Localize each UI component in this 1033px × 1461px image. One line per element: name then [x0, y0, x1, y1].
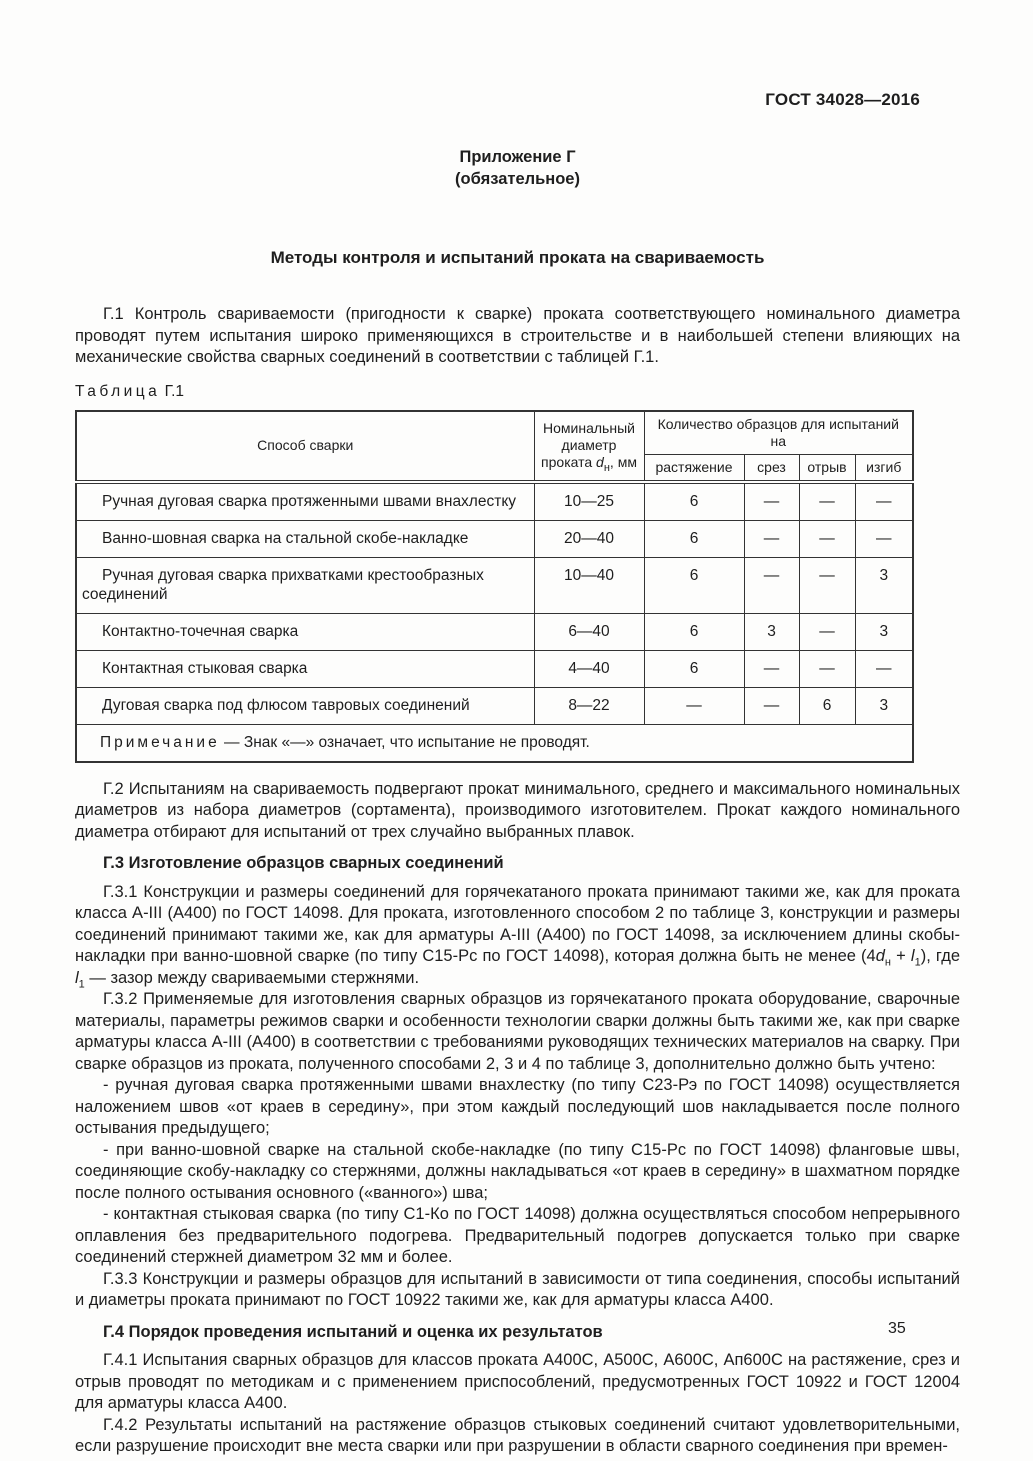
table-row — [76, 687, 913, 724]
column-header-bend: изгиб — [855, 454, 913, 482]
table-g1 — [75, 410, 914, 763]
cell-pull: — — [799, 520, 855, 557]
cell-pull: — — [799, 482, 855, 521]
cell-tension: 6 — [644, 613, 744, 650]
cell-method: Контактная стыковая сварка — [76, 650, 534, 687]
cell-shear: — — [744, 650, 799, 687]
cell-diameter: 8—22 — [534, 687, 644, 724]
column-header-tension: растяжение — [644, 454, 744, 482]
document-code: ГОСТ 34028—2016 — [765, 90, 920, 109]
table-note: Примечание — Знак «—» означает, что испытание не проводят. — [76, 724, 913, 762]
cell-tension: 6 — [644, 520, 744, 557]
diameter-header-line2: диаметр — [561, 437, 617, 453]
paragraph-g41: Г.4.1 Испытания сварных образцов для классов проката А400С, А500С, А600С, Ап600С на растяжение, срез и отрыв проводят по методикам и с применением приспособлений, предусмотренных ГОСТ 10922 и ГОСТ 12004 для арматуры класса А400. — [75, 1351, 960, 1412]
paragraph-g31: Г.3.1 Конструкции и размеры соединений для горячекатаного проката принимают такими же, как для проката класса A-III (А400) по ГОСТ 14098. Для проката, изготовленного способом 2 по таблице 3, конструкции и размеры соединений принимают такими же, как для арматуры A-III (А400) по ГОСТ 14098, за исключением длины скобы-накладки при ванно-шовной сварке (по типу С15-Рс по ГОСТ 14098), которая должна быть не менее $(4d_н + l_1)$, где $l_1$ — зазор между свариваемыми стержнями. — [75, 882, 960, 990]
cell-shear: — — [744, 482, 799, 521]
cell-method: Ванно-шовная сварка на стальной скобе-накладке — [76, 520, 534, 557]
cell-pull: — — [799, 650, 855, 687]
cell-diameter: 6—40 — [534, 613, 644, 650]
cell-diameter: 20—40 — [534, 520, 644, 557]
paragraph-bullet-2: - при ванно-шовной сварке на стальной скобе-накладке (по типу С15-Рс по ГОСТ 14098) фланговые швы, соединяющие скобу-накладку со стержнями, должны накладываться «от краев в середину» в шахматном порядке после полного остывания основного («ванного») шва; — [75, 1140, 960, 1202]
cell-diameter: 4—40 — [534, 650, 644, 687]
cell-pull: — — [799, 557, 855, 613]
cell-method: Контактно-точечная сварка — [76, 613, 534, 650]
table-row — [76, 557, 913, 613]
page-number: 35 — [888, 1320, 906, 1337]
cell-bend: — — [855, 482, 913, 521]
cell-method: Ручная дуговая сварка прихватками крестообразных соединений — [76, 557, 534, 613]
cell-bend: 3 — [855, 613, 913, 650]
cell-shear: 3 — [744, 613, 799, 650]
column-header-diameter — [534, 411, 644, 482]
cell-bend: — — [855, 520, 913, 557]
cell-bend: 3 — [855, 557, 913, 613]
paragraph-g42: Г.4.2 Результаты испытаний на растяжение образцов стыковых соединений считают удовлетворительными, если разрушение происходит вне места сварки или при разрушении в области сварного соединения при времен- — [75, 1415, 960, 1455]
cell-bend: 3 — [855, 687, 913, 724]
table-note-row — [76, 724, 913, 762]
column-header-specimens-group: Количество образцов для испытаний на — [644, 411, 913, 455]
cell-pull: 6 — [799, 687, 855, 724]
table-header — [76, 411, 913, 482]
heading-g4: Г.4 Порядок проведения испытаний и оценка их результатов — [103, 1322, 603, 1341]
paragraph-g1: Г.1 Контроль свариваемости (пригодности к сварке) проката соответствующего номинального диаметра проводят путем испытания широко применяющихся в строительстве и в наибольшей степени влияющих на механические свойства сварных соединений в соответствии с таблицей Г.1. — [75, 305, 960, 366]
table-row — [76, 482, 913, 521]
table-label — [75, 383, 960, 401]
paragraph-bullet-1: - ручная дуговая сварка протяженными швами внахлестку (по типу С23-Рэ по ГОСТ 14098) осуществляется наложением швов «от краев в середину», при этом каждый последующий шов накладывается после полного остывания предыдущего; — [75, 1076, 960, 1137]
cell-diameter: 10—40 — [534, 557, 644, 613]
appendix-kind: (обязательное) — [455, 170, 580, 188]
cell-tension: 6 — [644, 482, 744, 521]
diameter-header-line1: Номинальный — [543, 420, 635, 436]
table-body — [76, 482, 913, 725]
diameter-header-line3: проката $d_н$, мм — [541, 454, 637, 474]
cell-shear: — — [744, 687, 799, 724]
cell-shear: — — [744, 557, 799, 613]
table-label-number: Г.1 — [164, 382, 185, 400]
table-label-word: Таблица — [75, 382, 161, 400]
column-header-method: Способ сварки — [76, 411, 534, 482]
page-title: Методы контроля и испытаний проката на свариваемость — [270, 248, 765, 267]
table-row — [76, 650, 913, 687]
paragraph-g2: Г.2 Испытаниям на свариваемость подвергают прокат минимального, среднего и максимального номинальных диаметров из набора диаметров (сортамента), производимого изготовителем. Прокат каждого номинального диаметра отбирают для испытаний от трех случайно выбранных плавок. — [75, 779, 960, 841]
heading-g3: Г.3 Изготовление образцов сварных соединений — [103, 854, 504, 872]
cell-diameter: 10—25 — [534, 482, 644, 521]
cell-bend: — — [855, 650, 913, 687]
table-row — [76, 613, 913, 650]
cell-method: Дуговая сварка под флюсом тавровых соединений — [76, 687, 534, 724]
appendix-title: Приложение Г — [459, 148, 576, 166]
paragraph-g32: Г.3.2 Применяемые для изготовления сварных образцов из горячекатаного проката оборудование, сварочные материалы, параметры режимов сварки и особенности технологии сварки должны быть такими же, как при сварке арматуры класса A-III (А400) в соответствии с требованиями руководящих технических материалов на сварку. При сварке образцов из проката, полученного способами 2, 3 и 4 по таблице 3, дополнительно должно быть учтено: — [75, 990, 960, 1073]
table-row — [76, 520, 913, 557]
column-header-pull: отрыв — [799, 454, 855, 482]
cell-shear: — — [744, 520, 799, 557]
paragraph-bullet-3: - контактная стыковая сварка (по типу С1-Ко по ГОСТ 14098) должна осуществляться способом непрерывного оплавления без предварительного подогрева. Предварительный подогрев допускается только при сварке соединений стержней диаметром 32 мм и более. — [75, 1205, 960, 1266]
paragraph-g33: Г.3.3 Конструкции и размеры образцов для испытаний в зависимости от типа соединения, способы испытаний и диаметры проката принимают по ГОСТ 10922 такими же, как для арматуры класса А400. — [75, 1269, 960, 1309]
cell-pull: — — [799, 613, 855, 650]
cell-tension: 6 — [644, 557, 744, 613]
appendix-heading — [75, 146, 960, 190]
cell-tension: — — [644, 687, 744, 724]
cell-method: Ручная дуговая сварка протяженными швами внахлестку — [76, 482, 534, 521]
cell-tension: 6 — [644, 650, 744, 687]
column-header-shear: срез — [744, 454, 799, 482]
table-footer — [76, 724, 913, 762]
